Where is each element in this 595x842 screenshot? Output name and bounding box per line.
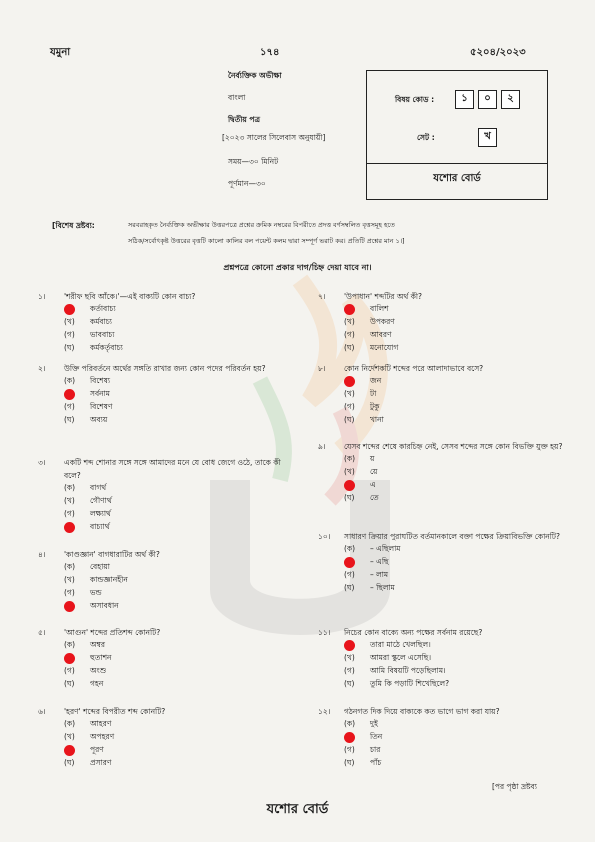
answer-option[interactable] xyxy=(344,652,568,665)
option-letter: (খ) xyxy=(344,316,355,326)
subject-code-digit: ২ xyxy=(501,90,520,109)
option-text: উপকরণ xyxy=(370,316,395,326)
question-text: 'হরণ' শব্দের বিপরীত শব্দ কোনটি? xyxy=(64,707,166,716)
question-number: ২। xyxy=(38,364,46,373)
instructions-line-2: সঠিক/সর্বোৎকৃষ্ট উত্তরের বৃত্তটি কালো কালির বল পয়েন্ট কলম দ্বারা সম্পূর্ণ ভরাট কর। প্রতিটি প্রশ্নের মান ১।] xyxy=(128,237,405,245)
question-text: গঠনগত দিক দিয়ে বাক্যকে কত ভাগে ভাগ করা যায়? xyxy=(344,707,500,716)
option-letter: (গ) xyxy=(64,665,75,675)
option-text: য় xyxy=(370,453,375,463)
instructions-label: [বিশেষ দ্রষ্টব্য: xyxy=(52,221,95,230)
subject-code-digit: ১ xyxy=(455,90,474,109)
option-text: কান্ডজ্ঞানহীন xyxy=(90,574,128,584)
question-text: 'আগুন' শব্দের প্রতিশব্দ কোনটি? xyxy=(64,628,161,637)
filled-answer-dot xyxy=(64,304,75,315)
option-text: তিন xyxy=(370,731,383,741)
question-stem xyxy=(318,440,568,453)
answer-option[interactable] xyxy=(64,375,288,388)
option-text: আবরণ xyxy=(370,329,392,339)
option-text: আমরা স্কুলে এসেছি। xyxy=(370,652,432,662)
option-letter: (খ) xyxy=(64,495,75,505)
option-letter: (খ) xyxy=(64,316,75,326)
option-letter: (ঘ) xyxy=(64,757,75,767)
question-block xyxy=(318,362,568,427)
filled-answer-bubble xyxy=(344,376,370,387)
option-text: বিশেষ্য xyxy=(90,375,111,385)
answer-option[interactable] xyxy=(344,401,568,414)
filled-answer-bubble xyxy=(344,480,370,491)
question-text: সাধারণ ক্রিয়ার পুরাঘটিত বর্তমানকালে বক্তা পক্ষের ক্রিয়াবিভক্তি কোনটি? xyxy=(344,532,560,541)
subject-code-digit: ০ xyxy=(478,90,497,109)
question-stem xyxy=(318,362,568,375)
option-letter: (ক) xyxy=(64,639,76,649)
answer-option[interactable] xyxy=(344,678,568,691)
answer-option[interactable] xyxy=(64,482,288,495)
filled-answer-dot xyxy=(344,732,355,743)
answer-option[interactable] xyxy=(64,561,288,574)
filled-answer-dot xyxy=(344,640,355,651)
option-text: বাগর্থ xyxy=(90,482,107,492)
syllabus-note: [২০২৩ সালের সিলেবাস অনুযায়ী] xyxy=(222,133,326,142)
option-letter: (গ) xyxy=(344,401,355,411)
answer-option[interactable] xyxy=(344,492,568,505)
option-text: ভাববাচ্য xyxy=(90,329,115,339)
box-divider xyxy=(367,163,547,164)
question-number: ৮। xyxy=(318,364,326,373)
question-stem xyxy=(38,456,288,482)
question-stem xyxy=(38,362,288,375)
option-text: অম্বর xyxy=(90,639,106,649)
option-letter: (গ) xyxy=(344,744,355,754)
filled-answer-bubble xyxy=(64,653,90,664)
instructions-line-1: সরবরাহকৃত নৈর্ব্যক্তিক অভীক্ষার উত্তরপত্রে প্রশ্নের ক্রমিক নম্বরের বিপরীতে প্রদত্ত বর্ণসম্বলিত বৃত্তসমূহ হতে xyxy=(128,221,395,229)
option-text: খানা xyxy=(370,414,384,424)
answer-option[interactable] xyxy=(64,600,288,613)
answer-option[interactable] xyxy=(344,329,568,342)
option-letter: (ঘ) xyxy=(64,414,75,424)
option-letter: (গ) xyxy=(344,569,355,579)
subject-code-label: বিষয় কোড : xyxy=(395,95,435,104)
option-text: বেহায়া xyxy=(90,561,110,571)
filled-answer-bubble xyxy=(64,389,90,400)
question-stem xyxy=(318,530,568,543)
filled-answer-dot xyxy=(64,745,75,756)
page-number: ১৭৪ xyxy=(260,47,280,58)
question-block xyxy=(38,548,288,613)
answer-option[interactable] xyxy=(344,303,568,316)
answer-option[interactable] xyxy=(64,303,288,316)
question-text: একটি শব্দ শোনার সঙ্গে সঙ্গে আমাদের মনে যে বোধ জেগে ওঠে, তাকে কী বলে? xyxy=(64,458,281,480)
answer-option[interactable] xyxy=(64,652,288,665)
next-page-note: [পর পৃষ্ঠা দ্রষ্টব্য xyxy=(492,782,537,791)
question-stem xyxy=(38,290,288,303)
question-number: ৭। xyxy=(318,292,326,301)
question-number: ৩। xyxy=(38,458,46,467)
question-stem xyxy=(38,705,288,718)
filled-answer-dot xyxy=(64,522,75,533)
question-block xyxy=(38,705,288,770)
question-number: ১১। xyxy=(318,628,331,637)
question-block xyxy=(38,362,288,427)
option-letter: (ঘ) xyxy=(344,492,355,502)
filled-answer-dot xyxy=(344,376,355,387)
filled-answer-bubble xyxy=(64,304,90,315)
option-text: মনোযোগ xyxy=(370,342,399,352)
option-text: – এছিলাম xyxy=(370,543,401,553)
no-marks-warning: প্রশ্নপত্রে কোনো প্রকার দাগ/চিহ্ন দেয়া যাবে না। xyxy=(223,263,372,272)
filled-answer-bubble xyxy=(64,522,90,533)
option-text: এ xyxy=(370,479,376,489)
answer-option[interactable] xyxy=(344,757,568,770)
option-text: কর্মকর্তৃবাচ্য xyxy=(90,342,123,352)
question-text: যেসব শব্দের শেষে কারচিহ্ন নেই, সেসব শব্দের সঙ্গে কোন বিভক্তি যুক্ত হয়? xyxy=(344,442,563,451)
option-letter: (গ) xyxy=(344,665,355,675)
filled-answer-bubble xyxy=(344,557,370,568)
answer-option[interactable] xyxy=(344,466,568,479)
option-text: বাচ্যার্থ xyxy=(90,521,110,531)
answer-option[interactable] xyxy=(64,639,288,652)
option-text: অপহরণ xyxy=(90,731,115,741)
option-text: – লাম xyxy=(370,569,389,579)
option-letter: (ঘ) xyxy=(64,342,75,352)
subject-name: বাংলা xyxy=(228,93,246,102)
answer-option[interactable] xyxy=(344,744,568,757)
option-letter: (ঘ) xyxy=(64,678,75,688)
option-text: অব্যয় xyxy=(90,414,108,424)
set-value: খ xyxy=(478,128,497,147)
question-text: কোন নির্দেশকটি শব্দের পরে আলাদাভাবে বসে? xyxy=(344,364,484,373)
option-text: চার xyxy=(370,744,381,754)
option-text: লক্ষ্যার্থ xyxy=(90,508,111,518)
answer-option[interactable] xyxy=(64,401,288,414)
filled-answer-bubble xyxy=(344,732,370,743)
footer-board-name: যশোর বোর্ড xyxy=(266,802,329,817)
option-letter: (গ) xyxy=(64,587,75,597)
option-letter: (খ) xyxy=(344,388,355,398)
question-stem xyxy=(38,626,288,639)
option-text: আহরণ xyxy=(90,718,112,728)
board-top-label: যমুনা xyxy=(50,47,71,58)
option-text: প্রসারণ xyxy=(90,757,112,767)
answer-option[interactable] xyxy=(344,665,568,678)
answer-option[interactable] xyxy=(344,316,568,329)
answer-option[interactable] xyxy=(344,556,568,569)
option-letter: (ক) xyxy=(64,718,76,728)
option-text: হুতাশন xyxy=(90,652,112,662)
answer-option[interactable] xyxy=(64,414,288,427)
option-text: অসাবধান xyxy=(90,600,119,610)
answer-option[interactable] xyxy=(344,414,568,427)
paper-name: দ্বিতীয় পত্র xyxy=(228,115,261,124)
answer-option[interactable] xyxy=(64,731,288,744)
answer-option[interactable] xyxy=(344,453,568,466)
question-block xyxy=(318,626,568,691)
option-letter: (ক) xyxy=(64,482,76,492)
option-letter: (ঘ) xyxy=(344,757,355,767)
answer-option[interactable] xyxy=(64,329,288,342)
filled-answer-bubble xyxy=(64,745,90,756)
answer-option[interactable] xyxy=(344,582,568,595)
option-text: গৌণার্থ xyxy=(90,495,112,505)
answer-option[interactable] xyxy=(64,718,288,731)
question-text: 'উপাধান' শব্দটির অর্থ কী? xyxy=(344,292,423,301)
answer-option[interactable] xyxy=(64,665,288,678)
exam-type: নৈর্ব্যক্তিক অভীক্ষা xyxy=(228,71,282,80)
question-number: ৫। xyxy=(38,628,46,637)
option-letter: (খ) xyxy=(344,466,355,476)
option-text: ভন্ড xyxy=(90,587,102,597)
option-letter: (ঘ) xyxy=(344,414,355,424)
filled-answer-dot xyxy=(64,653,75,664)
option-text: টুকু xyxy=(370,401,380,411)
question-block xyxy=(38,456,288,534)
question-block xyxy=(318,705,568,770)
question-block xyxy=(38,290,288,355)
option-letter: (ক) xyxy=(344,718,356,728)
answer-option[interactable] xyxy=(64,574,288,587)
answer-option[interactable] xyxy=(64,757,288,770)
answer-option[interactable] xyxy=(64,521,288,534)
option-letter: (ক) xyxy=(64,375,76,385)
option-text: অংশু xyxy=(90,665,107,675)
answer-option[interactable] xyxy=(344,639,568,652)
answer-option[interactable] xyxy=(64,316,288,329)
option-text: দুই xyxy=(370,718,378,728)
question-text: উক্তি পরিবর্তনে অর্থের সঙ্গতি রাখার জন্য কোন পদের পরিবর্তন হয়? xyxy=(64,364,266,373)
option-letter: (ক) xyxy=(344,543,356,553)
option-letter: (গ) xyxy=(64,329,75,339)
option-text: পূরণ xyxy=(90,744,104,754)
question-number: ৯। xyxy=(318,442,326,451)
answer-option[interactable] xyxy=(64,388,288,401)
filled-answer-bubble xyxy=(64,601,90,612)
question-stem xyxy=(318,290,568,303)
option-letter: (ক) xyxy=(344,453,356,463)
question-stem xyxy=(318,705,568,718)
question-block xyxy=(318,530,568,595)
answer-option[interactable] xyxy=(344,731,568,744)
full-marks: পূর্ণমান—৩০ xyxy=(228,179,266,188)
set-label: সেট : xyxy=(417,133,435,142)
option-text: য়ে xyxy=(370,466,378,476)
option-text: আমি বিষয়টি পড়েছিলাম। xyxy=(370,665,446,675)
option-text: পাঁচ xyxy=(370,757,382,767)
answer-option[interactable] xyxy=(64,587,288,600)
option-letter: (গ) xyxy=(64,401,75,411)
filled-answer-bubble xyxy=(344,304,370,315)
question-block xyxy=(318,290,568,355)
option-letter: (ক) xyxy=(64,561,76,571)
answer-option[interactable] xyxy=(344,375,568,388)
option-letter: (খ) xyxy=(64,574,75,584)
answer-option[interactable] xyxy=(64,508,288,521)
option-text: বালিশ xyxy=(370,303,389,313)
option-text: কর্তাবাচ্য xyxy=(90,303,116,313)
question-text: নিচের কোন বাক্যে অন্য পক্ষের সর্বনাম রয়েছে? xyxy=(344,628,483,637)
option-letter: (খ) xyxy=(344,652,355,662)
option-text: বিশেষণ xyxy=(90,401,113,411)
question-stem xyxy=(38,548,288,561)
question-text: 'কাণ্ডজ্ঞান' বাগধারাটির অর্থ কী? xyxy=(64,550,160,559)
question-block xyxy=(38,626,288,691)
option-letter: (গ) xyxy=(64,508,75,518)
answer-option[interactable] xyxy=(344,479,568,492)
filled-answer-bubble xyxy=(344,640,370,651)
option-text: তে xyxy=(370,492,379,502)
question-block xyxy=(318,440,568,505)
box-board-name: যশোর বোর্ড xyxy=(433,173,481,184)
answer-option[interactable] xyxy=(64,495,288,508)
option-text: কর্মবাচ্য xyxy=(90,316,112,326)
reference-code: ৫২০৪/২০২৩ xyxy=(470,47,526,58)
answer-option[interactable] xyxy=(344,569,568,582)
option-text: গহন xyxy=(90,678,104,688)
exam-time: সময়—৩০ মিনিট xyxy=(228,157,279,166)
answer-option[interactable] xyxy=(344,543,568,556)
answer-option[interactable] xyxy=(344,342,568,355)
option-text: – এছি xyxy=(370,556,389,566)
question-number: ৬। xyxy=(38,707,46,716)
answer-option[interactable] xyxy=(64,342,288,355)
answer-option[interactable] xyxy=(344,718,568,731)
option-letter: (গ) xyxy=(344,329,355,339)
question-number: ১২। xyxy=(318,707,331,716)
option-text: টা xyxy=(370,388,377,398)
question-number: ১০। xyxy=(318,532,331,541)
answer-option[interactable] xyxy=(344,388,568,401)
subject-info-box xyxy=(366,70,548,200)
option-letter: (ঘ) xyxy=(344,342,355,352)
answer-option[interactable] xyxy=(64,678,288,691)
option-text: সর্বনাম xyxy=(90,388,110,398)
filled-answer-dot xyxy=(64,389,75,400)
option-letter: (ঘ) xyxy=(344,678,355,688)
answer-option[interactable] xyxy=(64,744,288,757)
filled-answer-dot xyxy=(64,601,75,612)
question-text: 'শরীফ ছবি আঁকে।'—এই বাক্যটি কোন বাচ্য? xyxy=(64,292,196,301)
question-stem xyxy=(318,626,568,639)
option-letter: (খ) xyxy=(64,731,75,741)
question-number: ১। xyxy=(38,292,46,301)
option-letter: (ঘ) xyxy=(344,582,355,592)
filled-answer-dot xyxy=(344,480,355,491)
option-text: তুমি কি পড়াটি শিখেছিলে? xyxy=(370,678,450,688)
option-text: জন xyxy=(370,375,382,385)
filled-answer-dot xyxy=(344,557,355,568)
filled-answer-dot xyxy=(344,304,355,315)
question-number: ৪। xyxy=(38,550,46,559)
option-text: – ছিলাম xyxy=(370,582,395,592)
option-text: তারা মাঠে খেলছিল। xyxy=(370,639,431,649)
